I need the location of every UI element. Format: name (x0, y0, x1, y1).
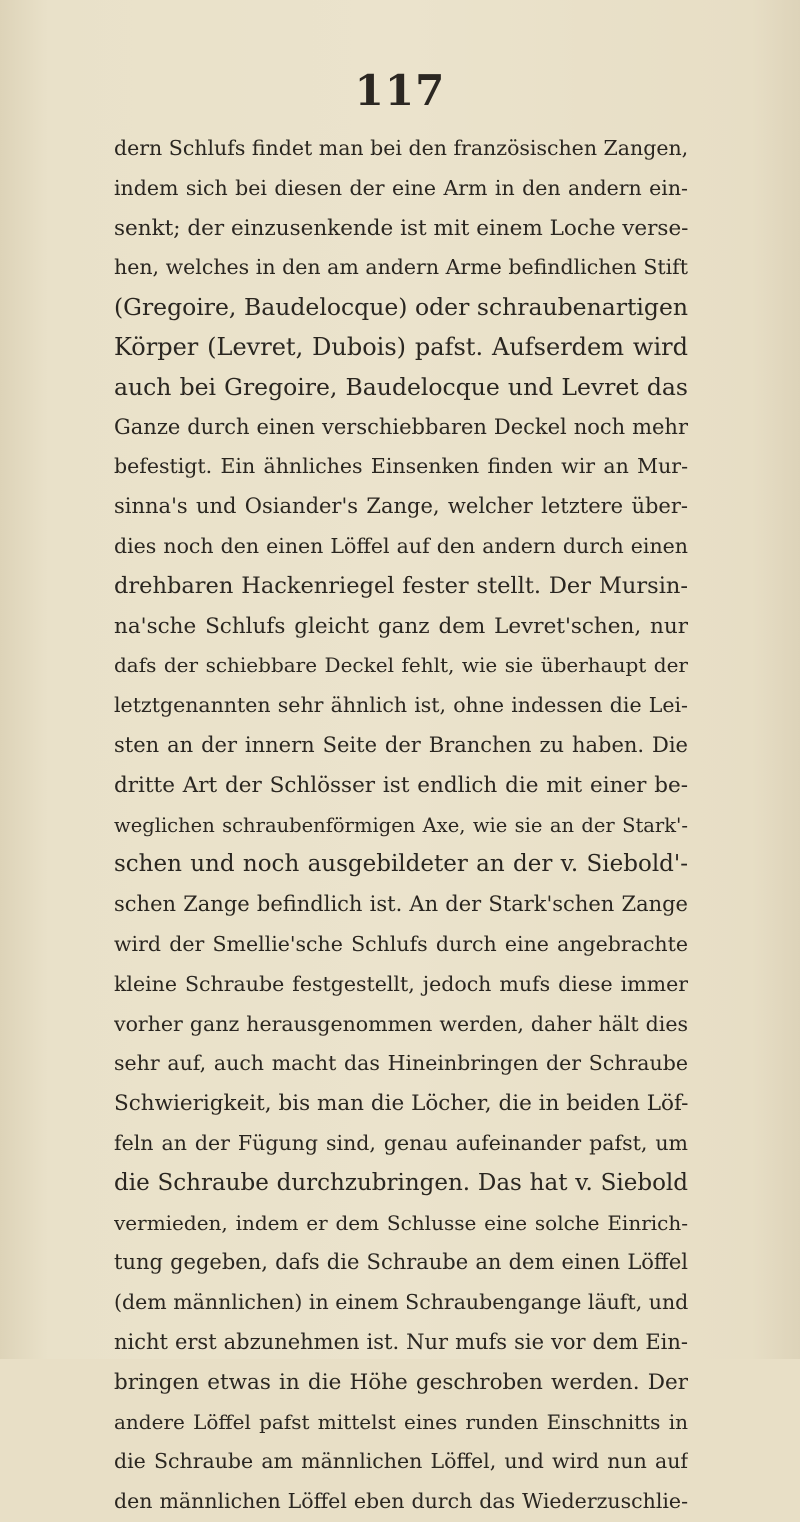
text-line: Körper (Levret, Dubois) pafst. Aufserdem wird (114, 332, 688, 361)
text-line: dern Schlufs findet man bei den französischen Zangen, (114, 136, 688, 160)
text-line: vermieden, indem er dem Schlusse eine solche Einrich- (114, 1210, 688, 1235)
text-line: dritte Art der Schlösser ist endlich die mit einer be- (114, 772, 688, 798)
text-line: nicht erst abzunehmen ist. Nur mufs sie vor dem Ein- (114, 1329, 688, 1354)
text-line: bringen etwas in die Höhe geschroben werden. Der (114, 1369, 688, 1395)
text-line: letztgenannten sehr ähnlich ist, ohne indessen die Lei- (114, 693, 688, 718)
text-line: indem sich bei diesen der eine Arm in den andern ein- (114, 175, 688, 200)
text-line: sten an der innern Seite der Branchen zu haben. Die (114, 732, 688, 757)
text-line: weglichen schraubenförmigen Axe, wie sie an der Stark'- (114, 813, 688, 837)
text-line: andere Löffel pafst mittelst eines runden Einschnitts in (114, 1409, 688, 1434)
text-line: die Schraube durchzubringen. Das hat v. Siebold (114, 1169, 688, 1196)
text-line: dafs der schiebbare Deckel fehlt, wie sie überhaupt der (114, 653, 688, 678)
text-line: vorher ganz herausgenommen werden, daher hält dies (114, 1011, 688, 1036)
body-text (114, 129, 688, 1522)
text-line: befestigt. Ein ähnliches Einsenken finden wir an Mur- (114, 454, 688, 479)
text-line: auch bei Gregoire, Baudelocque und Levret das (114, 372, 688, 401)
text-line: (Gregoire, Baudelocque) oder schraubenartigen (114, 293, 688, 322)
text-line: tung gegeben, dafs die Schraube an dem einen Löffel (114, 1250, 688, 1275)
text-line: den männlichen Löffel eben durch das Wiederzuschlie- (114, 1489, 688, 1514)
text-line: feln an der Fügung sind, genau aufeinander pafst, um (114, 1130, 688, 1155)
text-line: senkt; der einzusenkende ist mit einem Loche verse- (114, 215, 688, 241)
text-line: Ganze durch einen verschiebbaren Deckel noch mehr (114, 414, 688, 439)
text-line: schen und noch ausgebildeter an der v. Siebold'- (114, 851, 688, 878)
text-line: sehr auf, auch macht das Hineinbringen der Schraube (114, 1051, 688, 1076)
text-line: hen, welches in den am andern Arme befindlichen Stift (114, 255, 688, 280)
text-line: schen Zange befindlich ist. An der Stark'schen Zange (114, 892, 688, 917)
page-number: 117 (354, 66, 446, 115)
text-line: Schwierigkeit, bis man die Löcher, die in beiden Löf- (114, 1091, 688, 1117)
text-line: dies noch den einen Löffel auf den andern durch einen (114, 533, 688, 558)
text-line: sinna's und Osiander's Zange, welcher letztere über- (114, 494, 688, 519)
text-line: (dem männlichen) in einem Schraubengange läuft, und (114, 1290, 688, 1315)
text-line: wird der Smellie'sche Schlufs durch eine angebrachte (114, 931, 688, 956)
text-line: kleine Schraube festgestellt, jedoch mufs diese immer (114, 971, 688, 996)
text-line: die Schraube am männlichen Löffel, und wird nun auf (114, 1449, 688, 1474)
text-line: na'sche Schlufs gleicht ganz dem Levret'schen, nur (114, 613, 688, 639)
text-line: drehbaren Hackenriegel fester stellt. Der Mursin- (114, 572, 688, 599)
